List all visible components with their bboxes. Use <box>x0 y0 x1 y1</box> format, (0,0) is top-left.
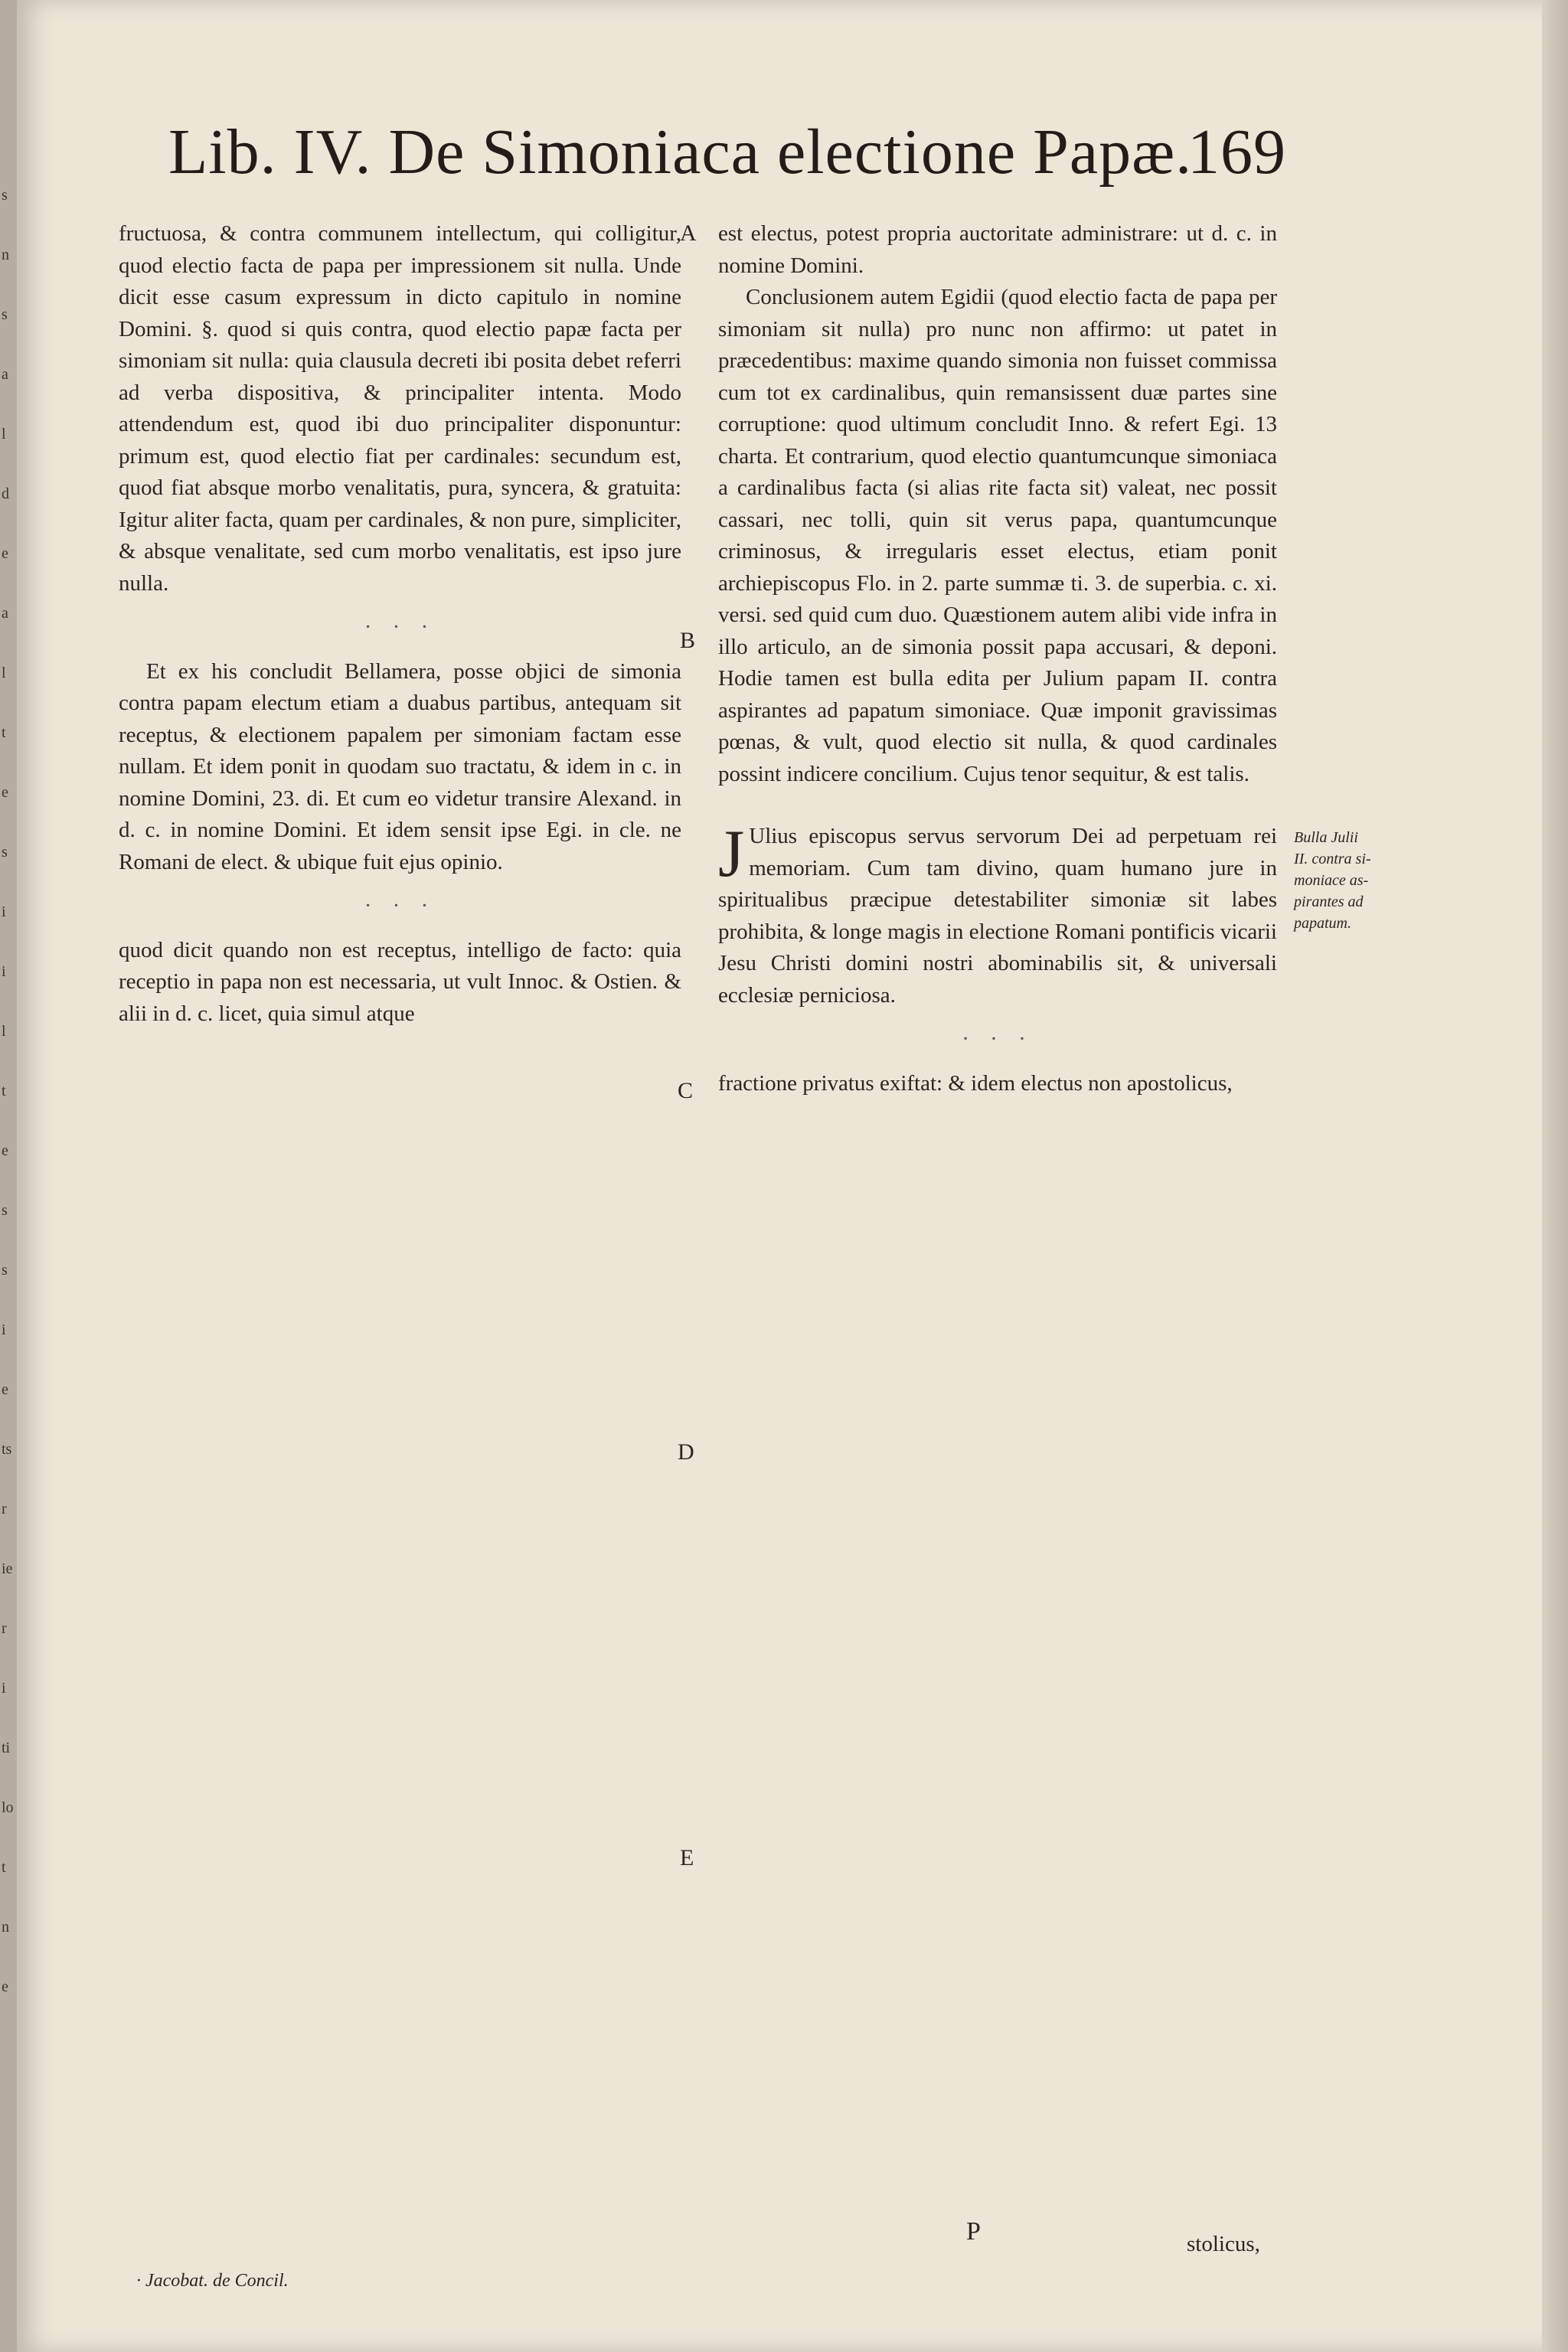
left-closing-lines: quod dicit quando non est receptus, intelligo de facto: quia receptio in papa non est necessaria, ut vult Innoc. & Ostien. & alii in d. c. licet, quia simul atque <box>119 937 681 1026</box>
prev-page-fragment: lo <box>2 1799 14 1816</box>
prev-page-fragment: l <box>2 1023 6 1040</box>
drop-cap: J <box>718 817 745 891</box>
section-marker-d: D <box>678 1439 694 1465</box>
margin-note-line: moniace as- <box>1294 872 1369 889</box>
prev-page-fragment: a <box>2 366 8 383</box>
prev-page-fragment: l <box>2 665 6 681</box>
previous-page-edge <box>0 0 17 2352</box>
right-column <box>718 218 1277 1099</box>
omission-marker: · · · <box>364 893 436 918</box>
prev-page-fragment: ts <box>2 1441 12 1458</box>
prev-page-fragment: ti <box>2 1740 11 1756</box>
left-paragraph: fructuosa, & contra communem intellectum, qui colligitur, quod electio facta de papa per impressionem sit nulla. Unde dicit esse casum expressum in dicto capitulo in nomine Domini. §. quod si quis contra, quod electio papæ facta per simoniam sit nulla: quia clausula decreti ibi posita debet referri ad verba dispositiva, & principaliter intenta. Modo attendendum est, quod ibi duo principaliter disponuntur: primum est, quod electio fiat per cardinales: secundum est, quod fiat absque morbo venalitatis, pura, syncera, & gratuita: Igitur aliter facta, quam per cardinales, & non pure, simpliciter, & absque venalitate, sed cum morbo venalitatis, est ipso jure nulla. <box>119 221 681 596</box>
prev-page-fragment: t <box>2 1859 6 1876</box>
prev-page-fragment: e <box>2 1381 8 1398</box>
prev-page-fragment: r <box>2 1620 7 1637</box>
prev-page-fragment: r <box>2 1501 7 1517</box>
prev-page-fragment: t <box>2 724 6 741</box>
margin-note <box>1294 827 1409 934</box>
prev-page-fragment: e <box>2 1978 8 1995</box>
page-number: 169 <box>1187 116 1286 188</box>
right-paragraph: Conclusionem autem Egidii (quod electio facta de papa per simoniam sit nulla) pro nunc non affirmo: ut patet in præcedentibus: maxime quando simonia non fuisset commissa cum tot ex cardinalibus, quin remansissent duæ partes sine corruptione: quod ultimum concludit Inno. & refert Egi. 13 charta. Et contrarium, quod electio quantumcunque simoniaca a cardinalibus facta (si alias rite facta sit) valeat, nec possit cassari, nec tolli, quin sit verus papa, quantumcunque criminosus, & irregularis esset electus, etiam ponit archiepiscopus Flo. in 2. parte summæ ti. 3. de superbia. c. xi. versi. sed quid cum duo. Quæstionem autem alibi vide infra in illo articulo, an de simonia possit papa accusari, & deponi. Hodie tamen est bulla edita per Julium papam II. contra aspirantes ad papatum simoniace. Quæ imponit gravissimas pœnas, & vult, quod electio sit nulla, & quod cardinales possint indicere concilium. Cujus tenor sequitur, & est talis. <box>718 285 1277 786</box>
prev-page-fragment: d <box>2 485 9 502</box>
bull-opening: Ulius episcopus servus servorum Dei ad perpetuam rei memoriam. Cum tam divino, quam humano jure in spiritualibus præcipue detestabiliter simoniæ sit labes prohibita, & longe magis in electione Romani pontificis vicarii Jesu Christi domini nostri abominabilis sit, & universali ecclesiæ perniciosa. <box>718 824 1277 1008</box>
prev-page-fragment: i <box>2 1680 6 1697</box>
header-title: Lib. IV. De Simoniaca electione Papæ. <box>168 116 1193 188</box>
omission-marker: · · · <box>364 615 436 639</box>
running-header <box>168 115 1286 189</box>
right-closing-lines: fractione privatus exiftat: & idem electus non apostolicus, <box>718 1070 1233 1096</box>
signature-mark: P <box>966 2217 981 2246</box>
page-right-edge <box>1542 0 1568 2352</box>
prev-page-fragment: e <box>2 545 8 562</box>
right-paragraph: est electus, potest propria auctoritate administrare: ut d. c. in nomine Domini. <box>718 221 1277 278</box>
prev-page-fragment: n <box>2 247 9 263</box>
omission-marker: · · · <box>962 1027 1034 1051</box>
prev-page-fragment: s <box>2 187 8 204</box>
prev-page-fragment: s <box>2 844 8 861</box>
margin-note-line: II. contra si- <box>1294 851 1371 867</box>
bull-text <box>718 817 1277 1011</box>
prev-page-fragment: s <box>2 1262 8 1279</box>
prev-page-fragment: i <box>2 903 6 920</box>
section-marker-a: A <box>680 220 697 246</box>
catchword: stolicus, <box>1187 2232 1260 2256</box>
left-paragraph: Et ex his concludit Bellamera, posse objici de simonia contra papam electum etiam a duabus partibus, antequam sit receptus, & electionem papalem per simoniam factam esse nullam. Et idem ponit in quodam suo tractatu, & idem in c. in nomine Domini, 23. di. Et cum eo videtur transire Alexand. in d. c. in nomine Domini. Et idem sensit ipse Egi. in cle. ne Romani de elect. & ubique fuit ejus opinio. <box>119 658 681 874</box>
margin-note-line: Bulla Julii <box>1294 829 1358 846</box>
footnote: · Jacobat. de Concil. <box>136 2271 289 2291</box>
prev-page-fragment: s <box>2 1202 8 1219</box>
prev-page-fragment: i <box>2 963 6 980</box>
left-column <box>119 218 681 1030</box>
margin-note-line: papatum. <box>1294 915 1351 932</box>
section-marker-e: E <box>680 1845 694 1870</box>
prev-page-fragment: l <box>2 426 6 443</box>
prev-page-fragment: e <box>2 784 8 801</box>
prev-page-fragment: s <box>2 306 8 323</box>
section-marker-c: C <box>678 1078 694 1103</box>
prev-page-fragment: ie <box>2 1560 13 1577</box>
prev-page-fragment: i <box>2 1321 6 1338</box>
prev-page-fragment: n <box>2 1919 9 1936</box>
prev-page-fragment: a <box>2 605 8 622</box>
prev-page-fragment: e <box>2 1142 8 1159</box>
margin-note-line: pirantes ad <box>1294 893 1364 910</box>
section-marker-b: B <box>680 628 696 653</box>
prev-page-fragment: t <box>2 1083 6 1099</box>
